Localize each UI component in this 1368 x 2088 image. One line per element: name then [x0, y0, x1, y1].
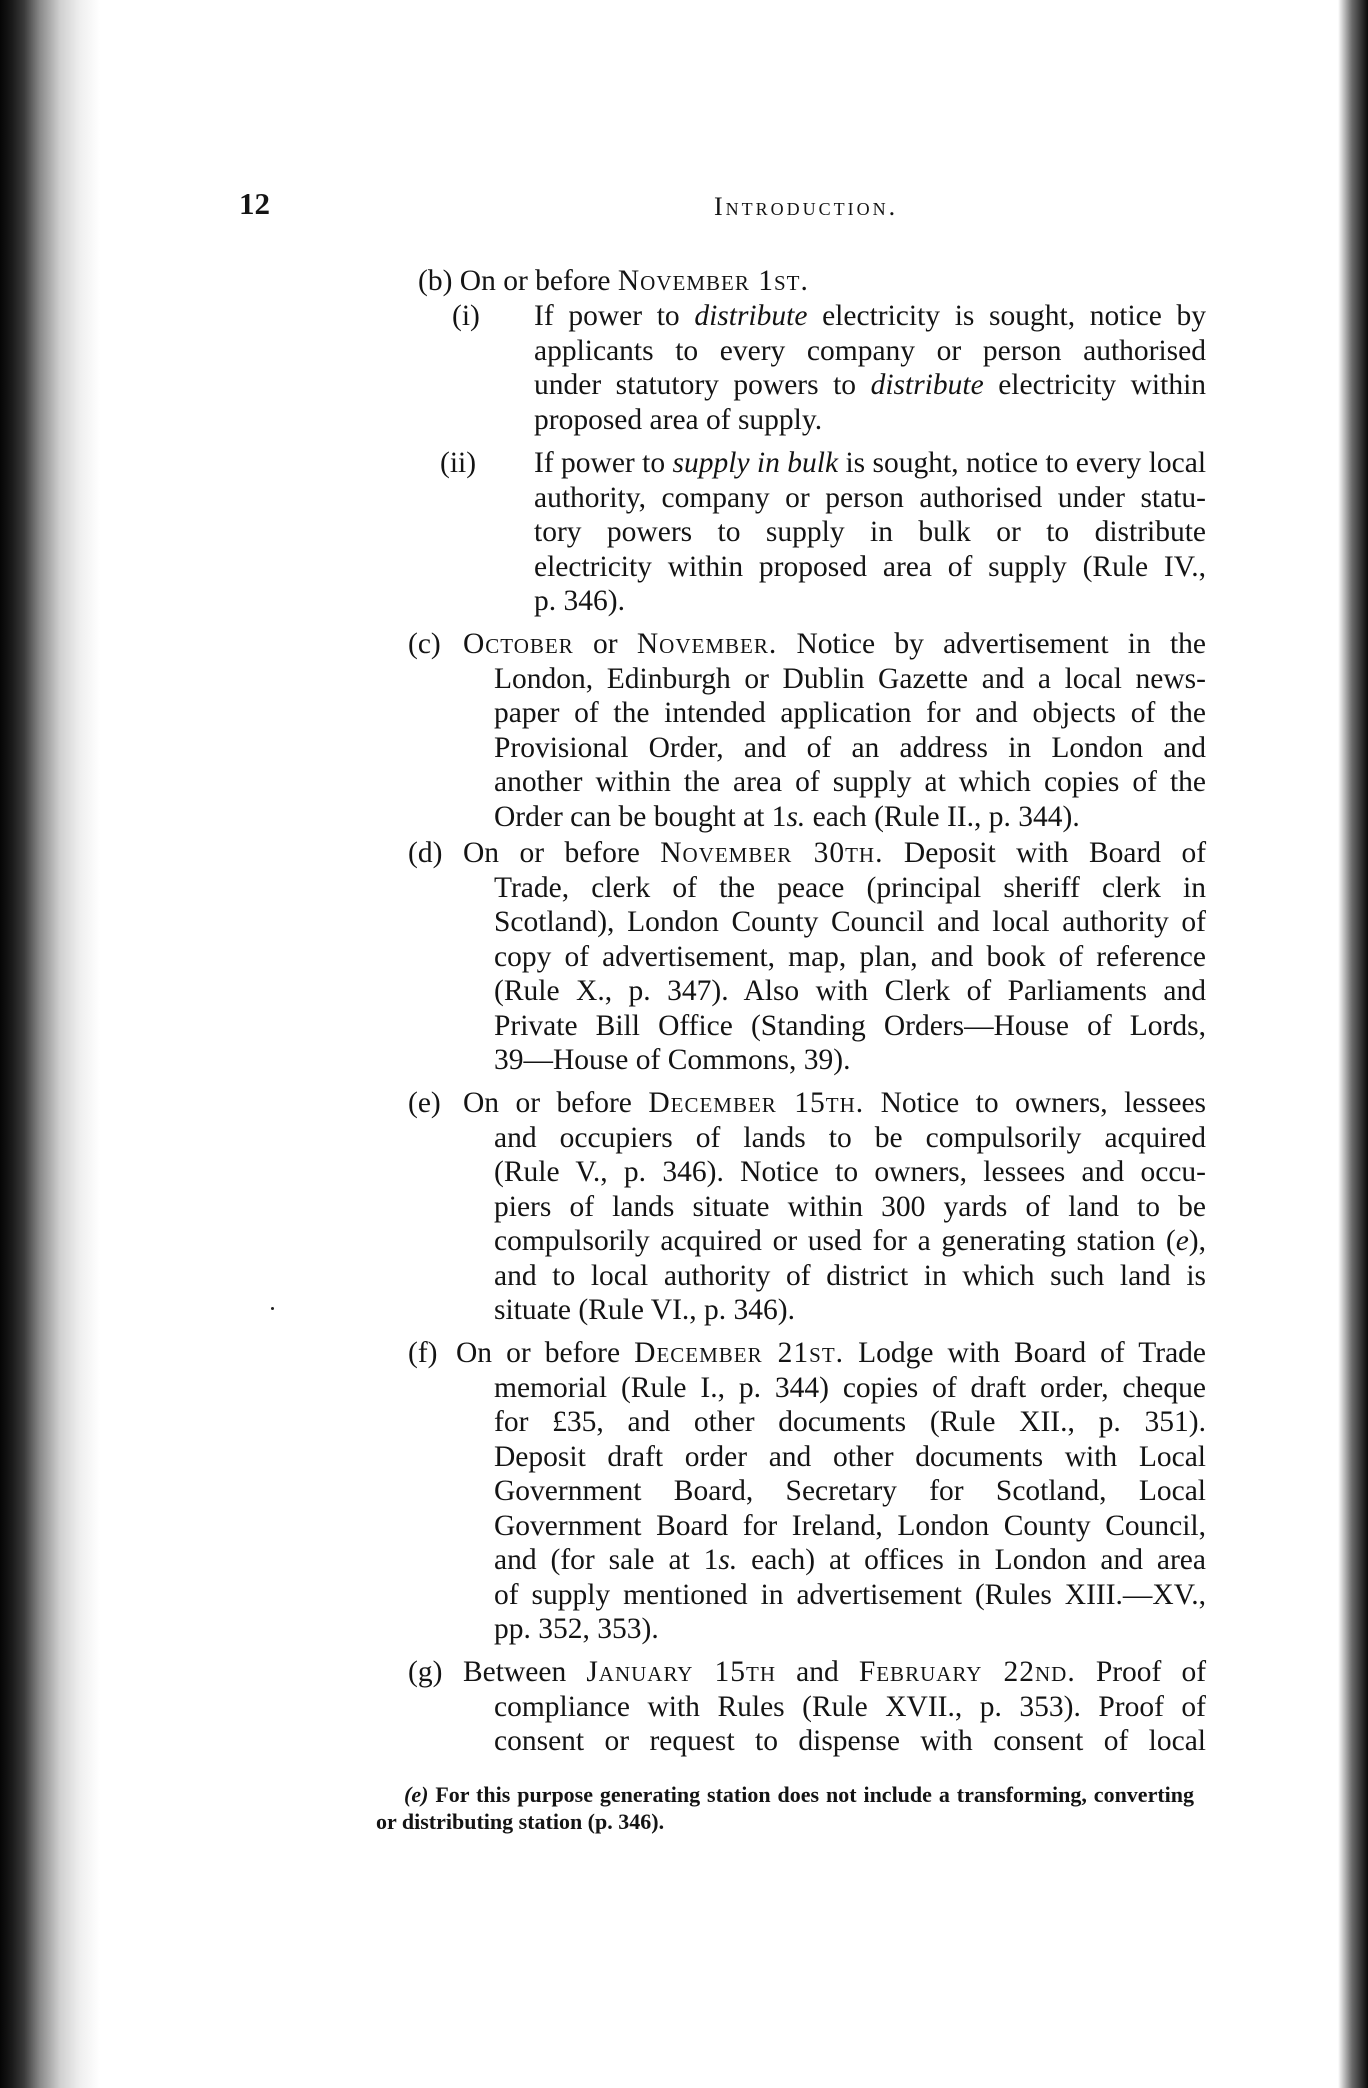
text-line: If power to supply in bulk is sought, notice to every local	[534, 447, 1207, 479]
date: November 1st.	[617, 265, 809, 297]
text-line: Between January 15th and February 22nd. Proof of	[463, 1656, 1207, 1688]
date: December 21st.	[634, 1337, 845, 1369]
item-label: (c)	[408, 628, 441, 660]
item-label: (e)	[408, 1087, 441, 1119]
text-line: (Rule X., p. 347). Also with Clerk of Parliaments and	[494, 975, 1206, 1007]
text-line: 39—House of Commons, 39).	[494, 1044, 851, 1076]
subitem-label: (ii)	[440, 447, 477, 479]
text-line: October or November. Notice by advertisement in the	[463, 628, 1207, 660]
date: October	[463, 628, 574, 660]
subitem-label: (i)	[452, 300, 480, 332]
text-line: and to local authority of district in which such land is	[494, 1260, 1206, 1292]
text-line: Scotland), London County Council and local authority of	[494, 906, 1206, 938]
footnote-line: or distributing station (p. 346).	[376, 1809, 665, 1834]
date: November 30th.	[660, 837, 884, 869]
text-line: tory powers to supply in bulk or to distribute	[534, 516, 1206, 548]
text-line: and occupiers of lands to be compulsorily acquired	[494, 1122, 1206, 1154]
ink-speck	[271, 1307, 274, 1310]
text-line: proposed area of supply.	[534, 404, 823, 436]
page-number: 12	[239, 186, 270, 221]
text-line: On or before November 30th. Deposit with Board of	[463, 837, 1207, 869]
item-label: (d)	[408, 837, 443, 869]
footnote-mark: (e)	[404, 1782, 429, 1807]
text-line: On or before December 15th. Notice to owners, lessees	[463, 1087, 1207, 1119]
text-line: piers of lands situate within 300 yards of land to be	[494, 1191, 1206, 1223]
text-line: paper of the intended application for and objects of the	[494, 697, 1206, 729]
text-line: On or before December 21st. Lodge with Board of Trade	[456, 1337, 1207, 1369]
text-line: London, Edinburgh or Dublin Gazette and a local news-	[494, 663, 1206, 695]
text-line: pp. 352, 353).	[494, 1613, 659, 1645]
date: December 15th.	[648, 1087, 865, 1119]
text-line: situate (Rule VI., p. 346).	[494, 1294, 795, 1326]
text-line: Deposit draft order and other documents with Local	[494, 1441, 1206, 1473]
text-line: for £35, and other documents (Rule XII., p. 351).	[494, 1406, 1206, 1438]
text-line: copy of advertisement, map, plan, and book of reference	[494, 941, 1206, 973]
text-line: memorial (Rule I., p. 344) copies of draft order, cheque	[494, 1372, 1206, 1404]
page-right-edge	[1338, 0, 1368, 2088]
text-line: applicants to every company or person authorised	[534, 335, 1206, 367]
date: February 22nd.	[858, 1656, 1076, 1688]
text-line: If power to distribute electricity is sought, notice by	[534, 300, 1206, 332]
text-line: compulsorily acquired or used for a generating station (e),	[494, 1225, 1206, 1257]
text-line: Trade, clerk of the peace (principal sheriff clerk in	[494, 872, 1206, 904]
footnote-line: (e) For this purpose generating station does not include a transforming, converting	[404, 1782, 1195, 1807]
text-line: under statutory powers to distribute electricity within	[534, 369, 1207, 401]
text-line: consent or request to dispense with consent of local	[494, 1725, 1206, 1757]
text-line: of supply mentioned in advertisement (Rules XIII.—XV.,	[494, 1579, 1206, 1611]
item-label: (g)	[408, 1656, 443, 1688]
item-label: (b)	[418, 265, 453, 297]
book-binding-edge	[0, 0, 100, 2088]
text-line: authority, company or person authorised under statu-	[534, 482, 1206, 514]
running-head: Introduction.	[714, 192, 899, 221]
text-line: Private Bill Office (Standing Orders—House of Lords,	[494, 1010, 1206, 1042]
date: January 15th	[586, 1656, 777, 1688]
text-line: p. 346).	[534, 585, 625, 617]
item-label: (f)	[408, 1337, 438, 1369]
item-b-heading: (b) On or before November 1st.	[418, 265, 809, 297]
text-line: Provisional Order, and of an address in London and	[494, 732, 1206, 764]
date: November.	[636, 628, 778, 660]
text-line: compliance with Rules (Rule XVII., p. 353). Proof of	[494, 1691, 1206, 1723]
text-line: (Rule V., p. 346). Notice to owners, lessees and occu-	[494, 1156, 1206, 1188]
text-line: Government Board for Ireland, London County Council,	[494, 1510, 1206, 1542]
text-line: and (for sale at 1s. each) at offices in London and area	[494, 1544, 1206, 1576]
text-line: Government Board, Secretary for Scotland, Local	[494, 1475, 1206, 1507]
text-line: electricity within proposed area of supply (Rule IV.,	[534, 551, 1206, 583]
text-line: Order can be bought at 1s. each (Rule II., p. 344).	[494, 801, 1080, 833]
text-line: another within the area of supply at which copies of the	[494, 766, 1206, 798]
